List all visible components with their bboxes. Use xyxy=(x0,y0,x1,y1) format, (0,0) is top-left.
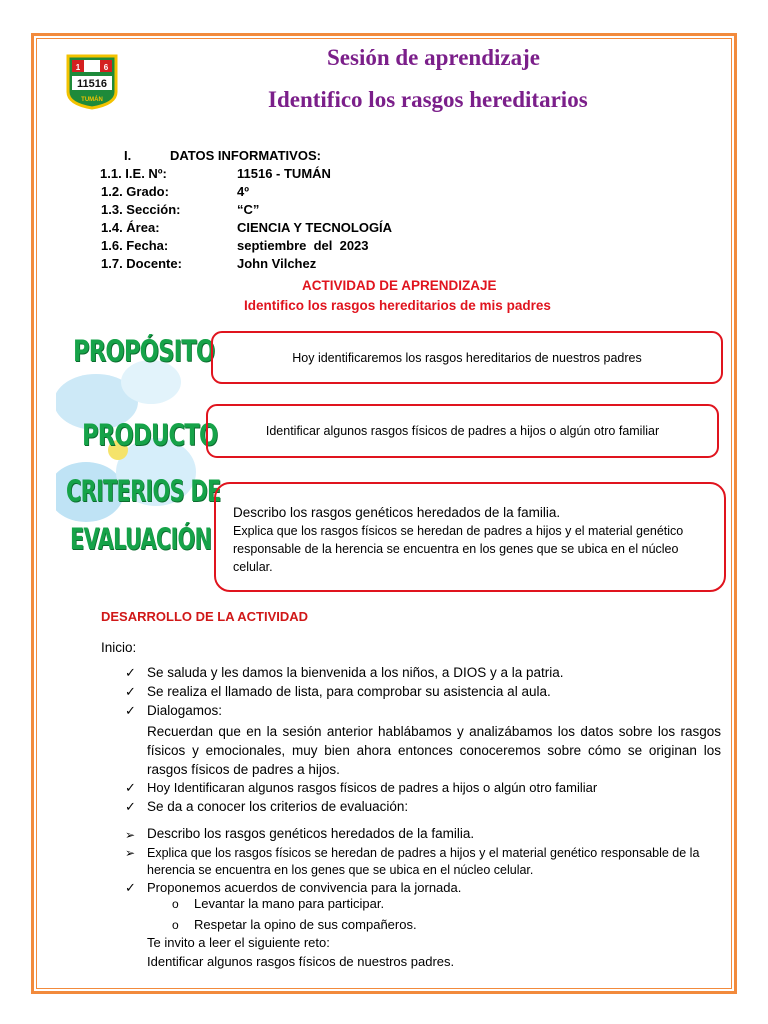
desarrollo-heading: DESARROLLO DE LA ACTIVIDAD xyxy=(101,609,309,624)
actividad-title: ACTIVIDAD DE APRENDIZAJE xyxy=(302,278,497,293)
school-logo xyxy=(64,52,120,110)
list-item: Se saluda y les damos la bienvenida a los niños, a DIOS y a la patria. xyxy=(147,665,564,680)
datos-value: “C” xyxy=(237,202,260,217)
check-icon: ✓ xyxy=(125,703,136,718)
datos-value: CIENCIA Y TECNOLOGÍA xyxy=(237,220,393,235)
criterios-title: Describo los rasgos genéticos heredados de la familia. xyxy=(233,505,561,520)
proposito-box xyxy=(211,331,723,384)
criterio-item: Describo los rasgos genéticos heredados de la familia. xyxy=(147,826,475,841)
datos-value: 11516 - TUMÁN xyxy=(237,166,331,181)
norma-item: Respetar la opino de sus compañeros. xyxy=(194,917,417,932)
producto-label: PRODUCTO xyxy=(82,418,218,452)
criterios-text: Explica que los rasgos físicos se heredan de padres a hijos y el material genético responsable de la herencia se encuentra en los genes que se ubica en el núcleo celular. xyxy=(233,524,684,574)
page-subtitle: Identifico los rasgos hereditarios xyxy=(268,87,588,112)
list-item: Se da a conocer los criterios de evaluación: xyxy=(147,799,409,814)
reto-text: Identificar algunos rasgos físicos de nuestros padres. xyxy=(147,954,455,969)
evaluacion-label: EVALUACIÓN xyxy=(70,522,212,556)
inicio-label: Inicio: xyxy=(101,640,137,655)
list-item: Se realiza el llamado de lista, para comprobar su asistencia al aula. xyxy=(147,684,551,699)
criterios-box xyxy=(214,482,726,592)
criterios-label: CRITERIOS DE xyxy=(66,474,221,508)
proposito-text: Hoy identificaremos los rasgos hereditarios de nuestros padres xyxy=(292,350,642,365)
datos-value: septiembre del 2023 xyxy=(237,238,369,253)
logo-left-tag: 1 xyxy=(75,63,81,72)
check-icon: ✓ xyxy=(125,880,136,895)
list-item: Proponemos acuerdos de convivencia para la jornada. xyxy=(147,880,462,895)
circle-bullet-icon: o xyxy=(172,897,179,911)
logo-right-tag: 6 xyxy=(103,63,109,72)
arrow-bullet-icon: ➢ xyxy=(125,846,136,860)
proposito-label: PROPÓSITO xyxy=(73,334,215,368)
datos-label: 1.1. I.E. Nº: xyxy=(100,166,167,181)
logo-name: TUMÁN xyxy=(81,97,103,103)
datos-label: 1.4. Área: xyxy=(101,220,160,235)
datos-heading-number: I. xyxy=(124,148,132,163)
list-item: Hoy Identificaran algunos rasgos físicos de padres a hijos o algún otro familiar xyxy=(147,780,598,795)
datos-value: John Vilchez xyxy=(237,256,317,271)
check-icon: ✓ xyxy=(125,684,136,699)
datos-heading: DATOS INFORMATIVOS: xyxy=(170,148,321,163)
circle-bullet-icon: o xyxy=(172,918,179,932)
actividad-subtitle: Identifico los rasgos hereditarios de mis padres xyxy=(244,298,551,313)
datos-label: 1.6. Fecha: xyxy=(101,238,169,253)
sidebar-image xyxy=(56,322,221,572)
logo-number: 11516 xyxy=(77,78,107,90)
check-icon: ✓ xyxy=(125,780,136,795)
datos-label: 1.2. Grado: xyxy=(101,184,169,199)
check-icon: ✓ xyxy=(125,799,136,814)
datos-value: 4º xyxy=(237,184,249,199)
datos-label: 1.3. Sección: xyxy=(101,202,181,217)
page-title: Sesión de aprendizaje xyxy=(327,45,540,70)
datos-label: 1.7. Docente: xyxy=(101,256,182,271)
reto-intro: Te invito a leer el siguiente reto: xyxy=(147,935,330,950)
list-item: Dialogamos: xyxy=(147,703,223,718)
arrow-bullet-icon: ➢ xyxy=(125,828,136,842)
dialogo-paragraph: Recuerdan que en la sesión anterior hablábamos y analizábamos los datos sobre los rasgos físicos y emocionales, muy bien ahora entonces conoceremos sobre cómo se originan los rasgos físicos de padres a hijos. xyxy=(147,724,721,777)
check-icon: ✓ xyxy=(125,665,136,680)
norma-item: Levantar la mano para participar. xyxy=(194,896,385,911)
criterio-item: Explica que los rasgos físicos se heredan de padres a hijos y el material genético responsable de la herencia se encuentra en los genes que se ubica en el núcleo celular. xyxy=(147,846,700,877)
producto-box xyxy=(206,404,719,458)
producto-text: Identificar algunos rasgos físicos de padres a hijos o algún otro familiar xyxy=(265,424,660,438)
